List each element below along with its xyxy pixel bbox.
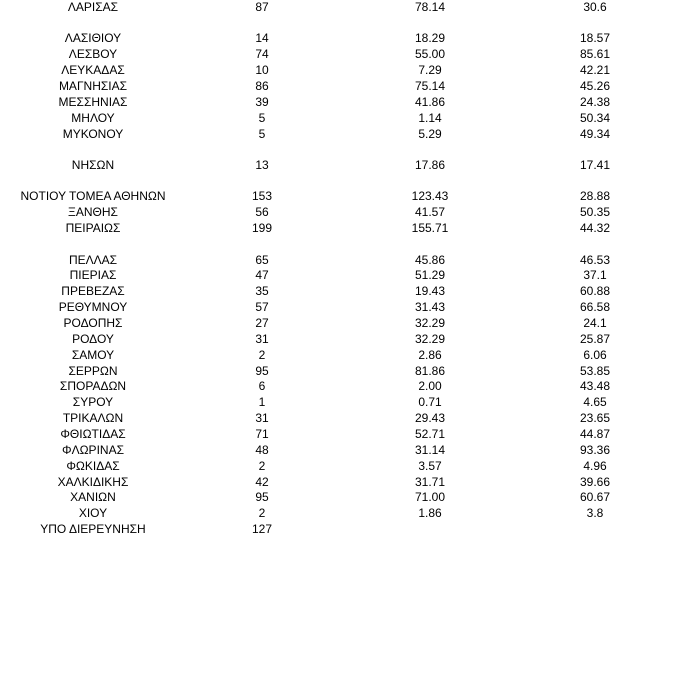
table-row [0, 300, 676, 315]
average-cell: 29.43 [414, 411, 446, 426]
table-row [0, 63, 676, 78]
rate-cell: 44.87 [579, 427, 611, 441]
rate-cell: 6.06 [583, 347, 607, 362]
table-row [0, 47, 676, 62]
table-row [0, 111, 676, 126]
rate-cell: 24.38 [579, 94, 611, 109]
cases-cell: 2 [258, 458, 266, 473]
rate-cell: 60.88 [579, 284, 611, 299]
region-name-cell: ΣΑΜΟΥ [71, 347, 115, 362]
rate-cell: 37.1 [583, 268, 607, 283]
average-cell: 32.29 [414, 331, 446, 346]
cases-cell: 95 [255, 490, 269, 505]
table-row [0, 475, 676, 490]
cases-cell: 10 [255, 63, 269, 78]
rate-cell: 49.34 [579, 126, 611, 141]
region-name-cell: ΦΘΙΩΤΙΔΑΣ [60, 427, 126, 441]
region-name-cell: ΠΡΕΒΕΖΑΣ [61, 284, 125, 299]
rate-cell: 85.61 [579, 47, 611, 62]
region-name-cell: ΡΕΘΥΜΝΟΥ [58, 300, 128, 315]
cases-cell: 71 [255, 427, 269, 441]
table-row [0, 79, 676, 94]
cases-cell: 2 [258, 347, 266, 362]
table-row [0, 379, 676, 394]
average-cell: 17.86 [414, 158, 446, 172]
table-row [0, 253, 676, 268]
region-name-cell: ΛΕΥΚΑΔΑΣ [61, 63, 125, 78]
table-row [0, 284, 676, 299]
average-cell: 5.29 [418, 126, 442, 141]
rate-cell: 18.57 [579, 31, 611, 46]
region-name-cell: ΧΑΛΚΙΔΙΚΗΣ [57, 474, 129, 489]
cases-cell: 199 [251, 221, 273, 236]
average-cell: 78.14 [414, 0, 446, 14]
region-name-cell: ΝΗΣΩΝ [71, 158, 115, 172]
table-row [0, 506, 676, 521]
table-row [0, 348, 676, 363]
cases-cell: 86 [255, 79, 269, 93]
rate-cell: 93.36 [579, 442, 611, 457]
rate-cell: 60.67 [579, 490, 611, 505]
table-row [0, 127, 676, 142]
rate-cell: 53.85 [579, 363, 611, 378]
average-cell: 75.14 [414, 79, 446, 93]
table-row [0, 316, 676, 331]
average-cell: 71.00 [414, 490, 446, 505]
cases-cell: 1 [258, 395, 266, 410]
region-name-cell: ΧΑΝΙΩΝ [70, 490, 116, 505]
rate-cell: 39.66 [579, 474, 611, 489]
rate-cell: 30.6 [583, 0, 607, 14]
average-cell: 31.43 [414, 300, 446, 315]
average-cell: 31.71 [414, 474, 446, 489]
region-name-cell: ΛΑΡΙΣΑΣ [67, 0, 119, 14]
region-name-cell: ΝΟΤΙΟΥ ΤΟΜΕΑ ΑΘΗΝΩΝ [20, 189, 166, 204]
table-row [0, 31, 676, 46]
region-name-cell: ΣΠΟΡΑΔΩΝ [59, 379, 127, 394]
rate-cell: 66.58 [579, 300, 611, 315]
cases-cell: 31 [255, 331, 269, 346]
cases-cell: 74 [255, 47, 269, 62]
rate-cell: 4.96 [583, 458, 607, 473]
cases-cell: 39 [255, 94, 269, 109]
table-row [0, 0, 676, 15]
region-name-cell: ΜΗΛΟΥ [71, 110, 115, 125]
cases-cell: 27 [255, 316, 269, 330]
rate-cell: 50.35 [579, 205, 611, 220]
cases-cell: 2 [258, 506, 266, 521]
cases-cell: 31 [255, 411, 269, 426]
cases-cell: 6 [258, 379, 266, 394]
table-row [0, 364, 676, 379]
rate-cell: 42.21 [579, 63, 611, 78]
average-cell: 1.14 [418, 110, 442, 125]
average-cell: 55.00 [414, 47, 446, 62]
average-cell: 1.86 [418, 506, 442, 521]
average-cell: 45.86 [414, 252, 446, 267]
table-row [0, 268, 676, 283]
average-cell: 2.00 [418, 379, 442, 394]
cases-cell: 35 [255, 284, 269, 299]
table-row [0, 411, 676, 426]
table-row [0, 427, 676, 442]
cases-cell: 5 [258, 126, 266, 141]
rate-cell: 43.48 [579, 379, 611, 394]
table-row [0, 189, 676, 204]
table-row [0, 522, 676, 537]
table-row [0, 395, 676, 410]
average-cell: 0.71 [418, 395, 442, 410]
cases-cell: 5 [258, 110, 266, 125]
region-name-cell: ΣΥΡΟΥ [72, 395, 114, 410]
region-name-cell: ΛΑΣΙΘΙΟΥ [64, 31, 122, 46]
rate-cell: 4.65 [583, 395, 607, 410]
region-name-cell: ΤΡΙΚΑΛΩΝ [62, 411, 124, 426]
cases-cell: 47 [255, 268, 269, 283]
average-cell: 19.43 [414, 284, 446, 299]
region-name-cell: ΠΕΙΡΑΙΩΣ [65, 221, 121, 236]
rate-cell: 28.88 [579, 189, 611, 204]
region-name-cell: ΦΛΩΡΙΝΑΣ [62, 442, 124, 457]
region-name-cell: ΦΩΚΙΔΑΣ [66, 458, 120, 473]
average-cell: 123.43 [411, 189, 449, 204]
rate-cell: 3.8 [586, 506, 604, 521]
average-cell: 81.86 [414, 363, 446, 378]
average-cell: 2.86 [418, 347, 442, 362]
table-row [0, 205, 676, 220]
rate-cell: 44.32 [579, 221, 611, 236]
region-name-cell: ΧΙΟΥ [78, 506, 108, 521]
rate-cell: 17.41 [579, 158, 611, 172]
region-name-cell: ΜΥΚΟΝΟΥ [62, 126, 124, 141]
average-cell: 7.29 [418, 63, 442, 78]
average-cell: 155.71 [411, 221, 449, 236]
cases-cell: 14 [255, 31, 269, 46]
average-cell: 32.29 [414, 316, 446, 330]
region-name-cell: ΡΟΔΟΥ [72, 331, 114, 346]
rate-cell: 24.1 [583, 316, 607, 330]
region-name-cell: ΞΑΝΘΗΣ [68, 205, 118, 220]
average-cell: 41.57 [414, 205, 446, 220]
region-name-cell: ΠΕΛΛΑΣ [68, 252, 118, 267]
table-row [0, 332, 676, 347]
region-name-cell: ΛΕΣΒΟΥ [68, 47, 118, 62]
cases-cell: 127 [251, 522, 273, 537]
cases-cell: 48 [255, 442, 269, 457]
average-cell: 52.71 [414, 427, 446, 441]
region-name-cell: ΜΕΣΣΗΝΙΑΣ [58, 94, 128, 109]
cases-cell: 87 [255, 0, 269, 14]
rate-cell: 23.65 [579, 411, 611, 426]
cases-cell: 13 [255, 158, 269, 172]
rate-cell: 25.87 [579, 331, 611, 346]
average-cell: 31.14 [414, 442, 446, 457]
table-row [0, 221, 676, 236]
rate-cell: 45.26 [579, 79, 611, 93]
table-row [0, 459, 676, 474]
cases-cell: 56 [255, 205, 269, 220]
region-name-cell: ΡΟΔΟΠΗΣ [63, 316, 123, 330]
average-cell: 18.29 [414, 31, 446, 46]
table-row [0, 158, 676, 173]
rate-cell: 50.34 [579, 110, 611, 125]
cases-cell: 95 [255, 363, 269, 378]
region-name-cell: ΣΕΡΡΩΝ [68, 363, 118, 378]
table-row [0, 490, 676, 505]
cases-cell: 153 [251, 189, 273, 204]
table-row [0, 443, 676, 458]
region-name-cell: ΥΠΟ ΔΙΕΡΕΥΝΗΣΗ [40, 522, 146, 537]
cases-cell: 57 [255, 300, 269, 315]
table-row [0, 95, 676, 110]
rate-cell: 46.53 [579, 252, 611, 267]
average-cell: 41.86 [414, 94, 446, 109]
region-name-cell: ΠΙΕΡΙΑΣ [69, 268, 117, 283]
cases-cell: 65 [255, 252, 269, 267]
average-cell: 51.29 [414, 268, 446, 283]
average-cell: 3.57 [418, 458, 442, 473]
cases-cell: 42 [255, 474, 269, 489]
region-name-cell: ΜΑΓΝΗΣΙΑΣ [58, 79, 128, 93]
